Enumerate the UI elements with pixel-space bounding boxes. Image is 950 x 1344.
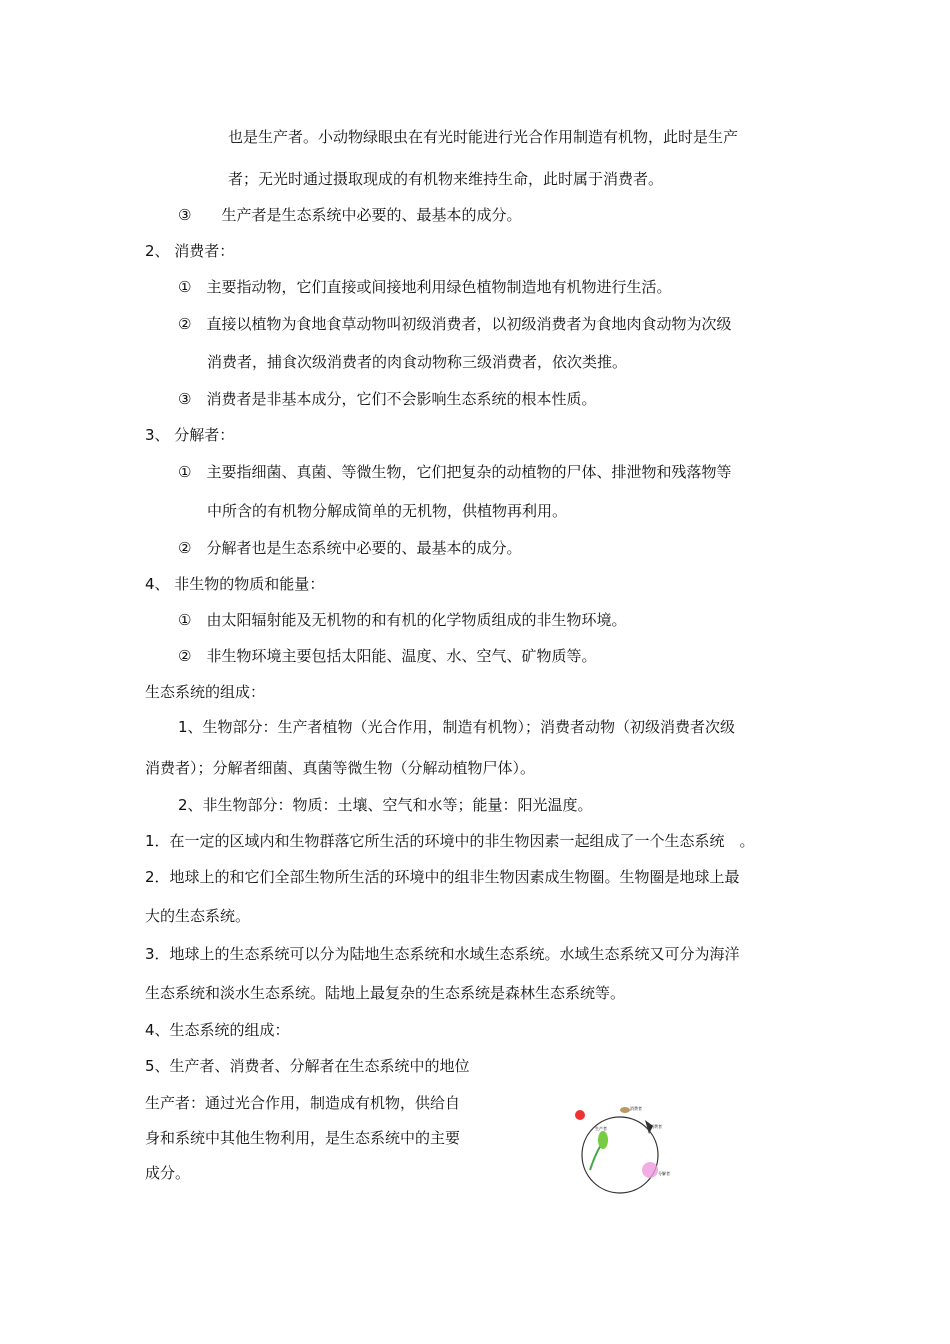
text-line: 生态系统和淡水生态系统。陆地上最复杂的生态系统是森林生态系统等。 (145, 984, 626, 1002)
cycle-circle (582, 1117, 658, 1193)
sun-icon (575, 1110, 585, 1120)
text-line: 也是生产者。小动物绿眼虫在有光时能进行光合作用制造有机物，此时是生产 (228, 128, 739, 146)
label-producer: 生产者 (595, 1126, 607, 1131)
text-line: 成分。 (145, 1164, 191, 1182)
text-line: ① 主要指细菌、真菌、等微生物，它们把复杂的动植物的尸体、排泄物和残落物等 (178, 463, 732, 481)
ecosystem-diagram (570, 1100, 670, 1200)
text-line: ③ 生产者是生态系统中必要的、最基本的成分。 (178, 206, 522, 224)
leaf-icon (598, 1131, 608, 1149)
text-line: ③ 消费者是非基本成分，它们不会影响生态系统的根本性质。 (178, 390, 597, 408)
insect-icon (620, 1107, 630, 1113)
text-line: 生产者：通过光合作用，制造成有机物，供给自 (145, 1094, 461, 1112)
text-line: 1、生物部分：生产者植物（光合作用，制造有机物）；消费者动物（初级消费者次级 (178, 718, 736, 736)
text-line: 中所含的有机物分解成简单的无机物，供植物再利用。 (207, 502, 568, 520)
section-heading: 3、 分解者： (145, 426, 235, 444)
section-heading: 4、 非生物的物质和能量： (145, 575, 325, 593)
text-line: 身和系统中其他生物利用，是生态系统中的主要 (145, 1129, 461, 1147)
text-line: 2、非生物部分：物质：土壤、空气和水等；能量：阳光温度。 (178, 796, 593, 814)
text-line: 消费者）；分解者细菌、真菌等微生物（分解动植物尸体）。 (145, 759, 536, 777)
text-line: ② 分解者也是生态系统中必要的、最基本的成分。 (178, 539, 522, 557)
label-consumer-2: 消费者 (650, 1124, 662, 1129)
text-line: 消费者，捕食次级消费者的肉食动物称三级消费者，依次类推。 (207, 353, 628, 371)
section-heading: 2、 消费者： (145, 242, 235, 260)
text-line: ② 直接以植物为食地食草动物叫初级消费者，以初级消费者为食地肉食动物为次级 (178, 315, 732, 333)
section-heading: 生态系统的组成： (145, 683, 266, 701)
decomposer-icon (642, 1162, 658, 1178)
text-line: 5、生产者、消费者、分解者在生态系统中的地位 (145, 1057, 470, 1075)
text-line: 大的生态系统。 (145, 907, 251, 925)
text-line: 2．地球上的和它们全部生物所生活的环境中的组非生物因素成生物圈。生物圈是地球上最 (145, 868, 740, 886)
text-line: 者；无光时通过摄取现成的有机物来维持生命，此时属于消费者。 (228, 170, 664, 188)
text-line: 1．在一定的区域内和生物群落它所生活的环境中的非生物因素一起组成了一个生态系统 。 (145, 832, 755, 850)
text-line: ① 主要指动物，它们直接或间接地利用绿色植物制造地有机物进行生活。 (178, 278, 672, 296)
label-decomposer: 分解者 (658, 1171, 670, 1176)
text-line: 3．地球上的生态系统可以分为陆地生态系统和水域生态系统。水域生态系统又可分为海洋 (145, 945, 740, 963)
text-line: ① 由太阳辐射能及无机物的和有机的化学物质组成的非生物环境。 (178, 611, 627, 629)
text-line: ② 非生物环境主要包括太阳能、温度、水、空气、矿物质等。 (178, 647, 597, 665)
label-consumer-1: 消费者 (630, 1106, 642, 1111)
section-heading: 4、生态系统的组成： (145, 1021, 290, 1039)
